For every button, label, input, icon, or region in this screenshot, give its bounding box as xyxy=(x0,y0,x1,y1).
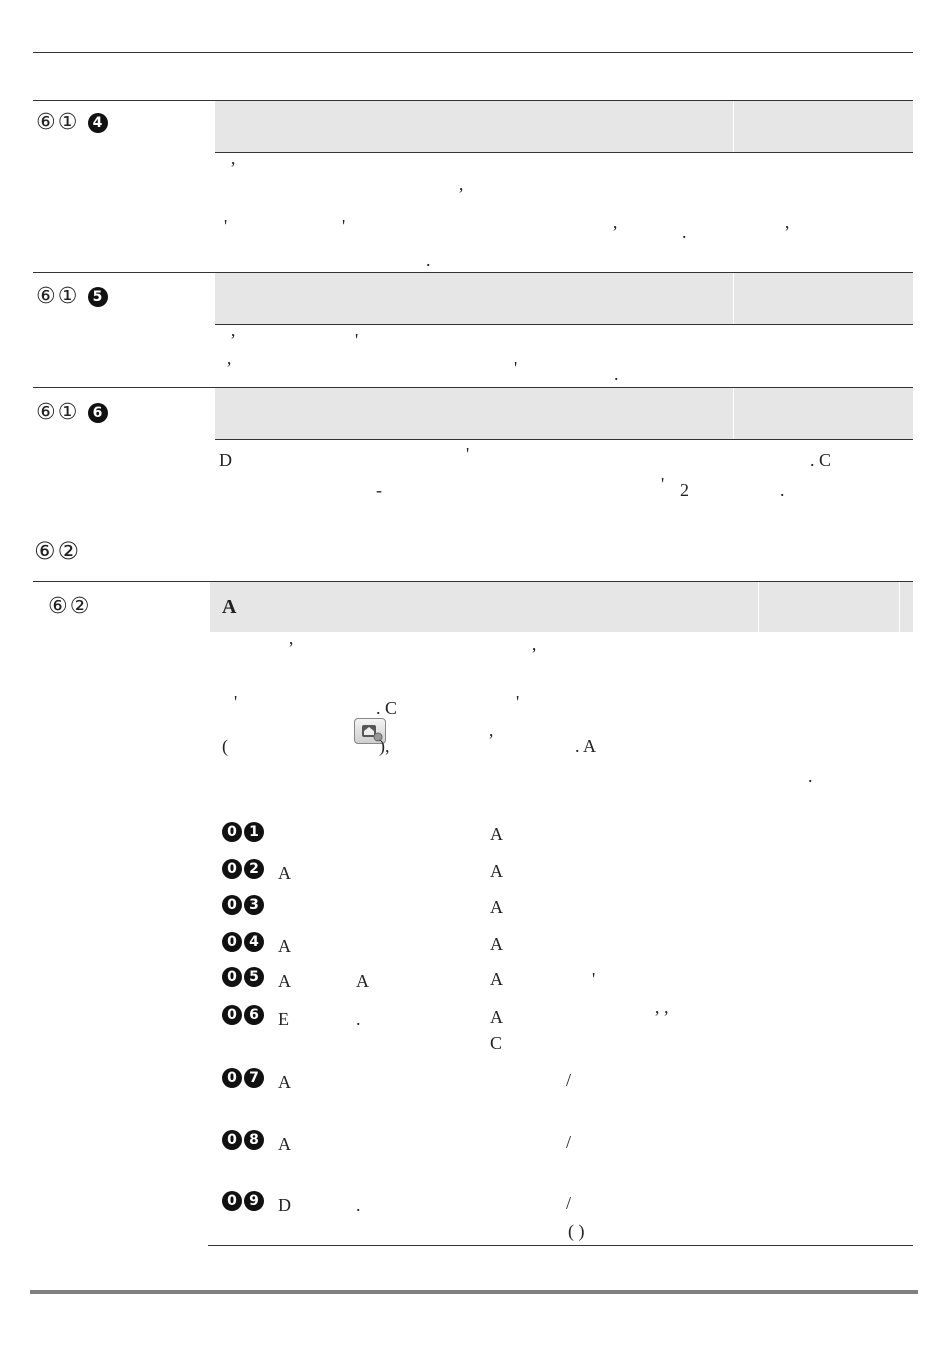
item-number-badge xyxy=(222,932,266,952)
item-number-badge xyxy=(222,1068,266,1088)
item-mark: ' xyxy=(592,969,596,989)
item-mark: / xyxy=(566,1132,572,1152)
mark: . A xyxy=(575,736,597,756)
item-label: D xyxy=(278,1195,291,1215)
row-id: ⑥① xyxy=(36,110,89,135)
item-label: A xyxy=(278,863,291,883)
row-label xyxy=(36,284,110,309)
item-label: A xyxy=(278,1072,291,1092)
item-mark: ’ ’ xyxy=(654,1007,670,1027)
mark: ’ xyxy=(230,330,236,350)
mark: ’ xyxy=(230,158,236,178)
item-label-secondary: . xyxy=(356,1009,361,1029)
badge-digit: 4 xyxy=(244,932,264,952)
step-number-badge: 4 xyxy=(88,113,108,133)
band-divider xyxy=(733,101,734,152)
mark: . xyxy=(780,480,785,500)
mark: ' xyxy=(466,444,470,464)
item-value: A xyxy=(490,1007,503,1027)
badge-digit: 8 xyxy=(244,1130,264,1150)
mark: . xyxy=(614,364,619,384)
step-number-badge: 6 xyxy=(88,403,108,423)
badge-digit: 0 xyxy=(222,1005,242,1025)
band-divider xyxy=(733,273,734,324)
mark: ’ xyxy=(612,222,618,242)
item-mark: / xyxy=(566,1070,572,1090)
item-label: A xyxy=(278,971,291,991)
item-mark-secondary: ( ) xyxy=(568,1221,585,1241)
item-number-badge xyxy=(222,1130,266,1150)
mark: ' xyxy=(514,358,518,378)
mark: . xyxy=(426,250,431,270)
item-value: A xyxy=(490,897,503,917)
row-header-rule xyxy=(215,324,913,325)
row-label xyxy=(36,400,110,425)
row-header-rule xyxy=(215,439,913,440)
mark: ' xyxy=(516,692,520,712)
badge-digit: 0 xyxy=(222,932,242,952)
badge-digit: 7 xyxy=(244,1068,264,1088)
item-value: A xyxy=(490,969,503,989)
mark: . xyxy=(808,766,813,786)
item-label: A xyxy=(278,936,291,956)
item-number-badge xyxy=(222,859,266,879)
badge-digit: 0 xyxy=(222,1068,242,1088)
band-divider xyxy=(758,582,759,632)
mark: ’ xyxy=(784,222,790,242)
item-number-badge xyxy=(222,967,266,987)
item-label-secondary: A xyxy=(356,971,369,991)
row-header-band xyxy=(215,273,913,324)
badge-digit: 0 xyxy=(222,1130,242,1150)
step-number-badge: 5 xyxy=(88,287,108,307)
badge-digit: 0 xyxy=(222,859,242,879)
mark: ’ xyxy=(458,184,464,204)
mark: ' xyxy=(234,692,238,712)
badge-digit: 5 xyxy=(244,967,264,987)
badge-digit: 9 xyxy=(244,1191,264,1211)
item-value: A xyxy=(490,861,503,881)
band-divider xyxy=(899,582,900,632)
row-header-rule xyxy=(215,152,913,153)
item-mark: / xyxy=(566,1193,572,1213)
mark: D xyxy=(219,450,232,470)
mark: . xyxy=(682,222,687,242)
row-id: ⑥① xyxy=(36,284,89,309)
badge-digit: 2 xyxy=(244,859,264,879)
section-heading: ⑥② xyxy=(34,537,82,565)
mark: ' xyxy=(342,216,346,236)
table-bottom-rule xyxy=(208,1245,913,1246)
badge-digit: 0 xyxy=(222,1191,242,1211)
footer-rule xyxy=(30,1290,918,1294)
item-label: E xyxy=(278,1009,289,1029)
mark: ' xyxy=(355,330,359,350)
item-label: A xyxy=(278,1134,291,1154)
item-number-badge xyxy=(222,822,266,842)
mark: ’ xyxy=(288,638,294,658)
badge-digit: 1 xyxy=(244,822,264,842)
mark: - xyxy=(376,480,382,500)
row-header-band xyxy=(210,582,913,632)
mark: ’ xyxy=(226,358,232,378)
item-number-badge xyxy=(222,1005,266,1025)
item-value-secondary: C xyxy=(490,1033,503,1053)
mark: ’ xyxy=(531,644,537,664)
badge-digit: 0 xyxy=(222,895,242,915)
badge-digit: 6 xyxy=(244,1005,264,1025)
mark: ' xyxy=(661,474,665,494)
header-label: A xyxy=(222,596,237,618)
badge-digit: 0 xyxy=(222,967,242,987)
item-value: A xyxy=(490,934,503,954)
row-header-band xyxy=(215,388,913,439)
badge-digit: 3 xyxy=(244,895,264,915)
mark: ), xyxy=(379,736,390,756)
item-value: A xyxy=(490,824,503,844)
item-number-badge xyxy=(222,1191,266,1211)
mark: ’ xyxy=(488,730,494,750)
row-id: ⑥① xyxy=(36,400,89,425)
mark: ' xyxy=(224,216,228,236)
mark: 2 xyxy=(680,480,689,500)
badge-digit: 0 xyxy=(222,822,242,842)
top-rule xyxy=(33,52,913,53)
item-number-badge xyxy=(222,895,266,915)
mark: . C xyxy=(376,698,398,718)
row-label xyxy=(36,110,110,135)
mark: . C xyxy=(810,450,832,470)
row-header-band xyxy=(215,101,913,152)
mark: ( xyxy=(222,736,228,756)
item-label-secondary: . xyxy=(356,1195,361,1215)
band-divider xyxy=(733,388,734,439)
row-id: ⑥② xyxy=(48,594,92,619)
